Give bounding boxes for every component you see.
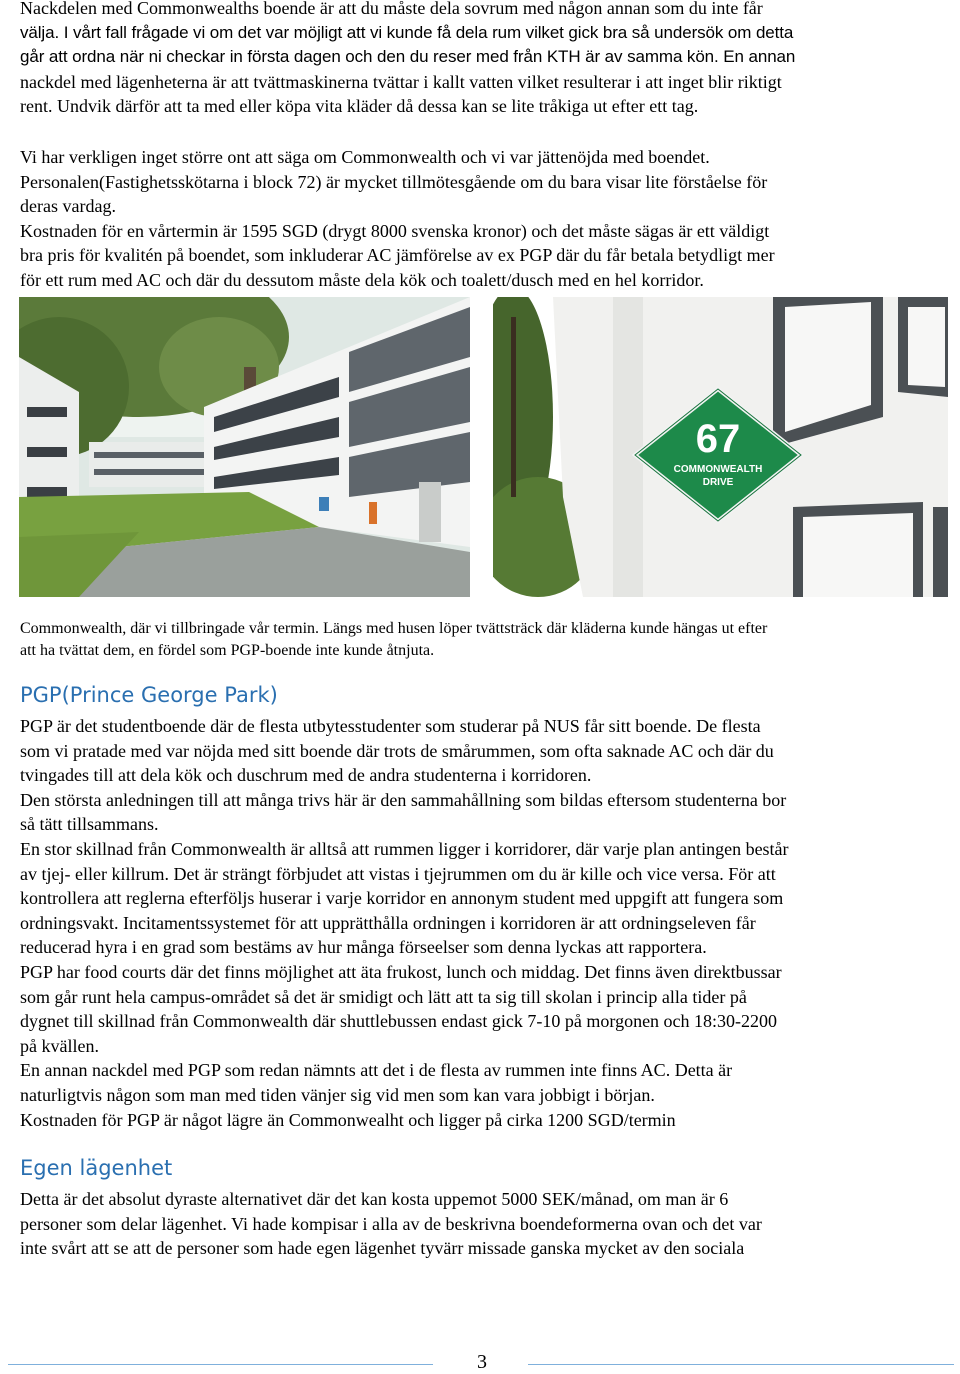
paragraph-opinion: [20, 145, 945, 293]
text-line: så tätt tillsammans.: [20, 814, 159, 835]
text-line: välja. I vårt fall frågade vi om det var möjligt att vi kunde få dela rum vilket gick bra så undersök om detta: [20, 22, 794, 42]
text-line: Kostnaden för PGP är något lägre än Commonwealht och ligger på cirka 1200 SGD/termin: [20, 1109, 676, 1130]
sign-street-line2: DRIVE: [702, 477, 734, 488]
text-line: rent. Undvik därför att ta med eller köpa vita kläder då dessa kan se lite tråkiga ut efter ett tag.: [20, 96, 699, 117]
heading-pgp: PGP(Prince George Park): [20, 683, 278, 707]
photo-block-67-sign: [493, 297, 948, 597]
photo-caption: [20, 618, 945, 662]
paragraph-egen-lagenhet: [20, 1187, 945, 1261]
text-line: som vi pratade med var nöjda med sitt boende där trots de smårummen, som ofta saknade AC och där du: [20, 740, 774, 761]
text-line: av tjej- eller killrum. Det är strängt förbjudet att vistas i tjejrummen om du är kille och vice versa. För att: [20, 863, 776, 884]
text-line: nackdel med lägenheterna är att tvättmaskinerna tvättar i kallt vatten vilket resulterar i att inget blir riktigt: [20, 71, 782, 92]
photo-commonwealth-blocks: [19, 297, 470, 597]
text-line: för ett rum med AC och där du dessutom måste dela kök och toalett/dusch med en hel korridor.: [20, 269, 704, 290]
text-line: inte svårt att se att de personer som hade egen lägenhet tyvärr missade ganska mycket av den sociala: [20, 1238, 745, 1259]
text-line: Detta är det absolut dyraste alternativet där det kan kosta uppemot 5000 SEK/månad, om man är 6: [20, 1189, 729, 1209]
text-line: Commonwealth, där vi tillbringade vår termin. Längs med husen löper tvättsträck där kläderna kunde hängas ut efter: [20, 620, 768, 637]
text-line: ordningsvakt. Incitamentssystemet för att upprätthålla ordningen i korridoren är att ordningseleven får: [20, 912, 756, 933]
text-line: Kostnaden för en vårtermin är 1595 SGD (drygt 8000 svenska kronor) och det måste sägas är ett väldigt: [20, 220, 770, 241]
text-line: En annan nackdel med PGP som redan nämnts att det i de flesta av rummen inte finns AC. Detta är: [20, 1060, 733, 1081]
text-line: att ha tvättat dem, en fördel som PGP-boende inte kunde åtnjuta.: [20, 642, 435, 659]
text-line: Den största anledningen till att många trivs här är den sammahållning som bildas eftersom studenterna bor: [20, 789, 787, 810]
paragraph-pgp: [20, 714, 945, 1132]
footer-rule-right: [528, 1364, 954, 1365]
text-line: går att ordna när ni checkar in första dagen och den du reser med från KTH är av samma kön. En annan: [20, 47, 796, 67]
footer-rule-left: [8, 1364, 433, 1365]
heading-egen-lagenhet: Egen lägenhet: [20, 1156, 173, 1180]
paragraph-drawbacks: [20, 0, 945, 119]
text-line: deras vardag.: [20, 196, 116, 217]
text-line: reducerad hyra i en grad som bestäms av hur många förseelser som denna lyckas att rapportera.: [20, 937, 707, 958]
sign-number: 67: [695, 417, 741, 461]
text-line: kontrollera att reglerna efterföljs huserar i varje korridor en annonym student med uppgift att fungera som: [20, 888, 784, 909]
text-line: En stor skillnad från Commonwealth är alltså att rummen ligger i korridorer, där varje plan antingen består: [20, 838, 789, 859]
text-line: personer som delar lägenhet. Vi hade kompisar i alla av de beskrivna boendeformerna ovan och det var: [20, 1213, 762, 1234]
text-line: PGP är det studentboende där de flesta utbytesstudenter som studerar på NUS får sitt boende. De flesta: [20, 716, 761, 736]
text-line: dygnet till skillnad från Commonwealth där shuttlebussen endast gick 7-10 på morgonen och 18:30-2200: [20, 1011, 778, 1032]
text-line: naturligtvis någon som man med tiden vänjer sig vid men som kan vara jobbigt i början.: [20, 1084, 655, 1105]
page-number: 3: [477, 1351, 487, 1373]
text-line: Personalen(Fastighetsskötarna i block 72) är mycket tillmötesgående om du bara visar lite förståelse för: [20, 171, 768, 192]
text-line: bra pris för kvalitén på boendet, som inkluderar AC jämförelse av ex PGP där du får betala betydligt mer: [20, 245, 775, 266]
text-line: Vi har verkligen inget större ont att säga om Commonwealth och vi var jättenöjda med boendet.: [20, 147, 710, 167]
text-line: tvingades till att dela kök och duschrum med de andra studenterna i korridoren.: [20, 765, 592, 786]
text-line: PGP har food courts där det finns möjlighet att äta frukost, lunch och middag. Det finns även direktbussar: [20, 961, 782, 982]
text-line: på kvällen.: [20, 1035, 99, 1056]
sign-street-line1: COMMONWEALTH: [673, 464, 763, 475]
text-line: Nackdelen med Commonwealths boende är att du måste dela sovrum med någon annan som du inte får: [20, 0, 763, 18]
text-line: som går runt hela campus-området så det är smidigt och lätt att ta sig till skolan i princip alla tider på: [20, 986, 747, 1007]
